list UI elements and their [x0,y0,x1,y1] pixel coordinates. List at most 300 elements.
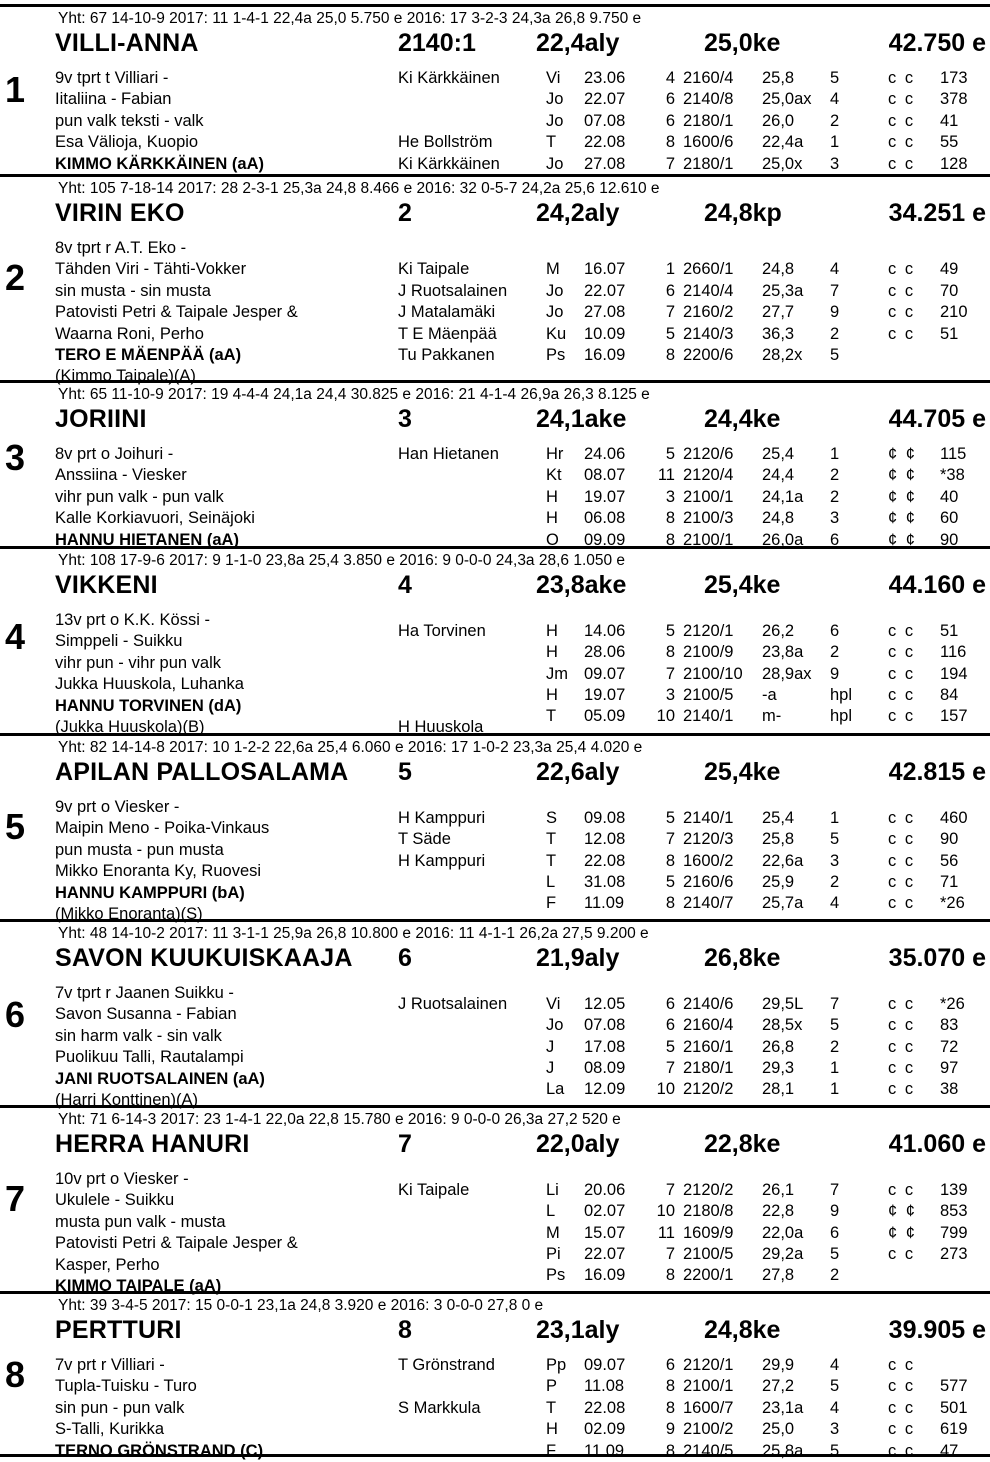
driver-name: J Matalamäki [398,303,496,322]
start-track: P [546,1377,558,1396]
horse-name: SAVON KUUKUISKAAJA [55,944,353,972]
start-track: H [546,643,558,662]
start-time: 26,2 [762,621,795,640]
start-odds: 501 [940,1398,968,1417]
horse-info-line: HANNU KAMPPURI (bA) [55,883,245,902]
start-track: Kt [546,466,562,485]
start-distance: 2120/1 [683,1356,734,1374]
start-date: 12.08 [584,830,626,849]
start-track: H [546,621,558,640]
start-race-number: 8 [665,133,675,152]
best-time: 22,8ke [704,1130,781,1158]
start-shoes: c c [888,154,916,173]
start-shoes: c c [888,894,916,913]
start-track: Hr [546,445,564,463]
start-distance: 2120/1 [683,621,734,640]
start-placing: 7 [830,281,840,300]
horse-entry [0,380,990,549]
start-odds: 194 [940,664,968,683]
start-odds: 41 [940,111,959,130]
start-shoes: c c [888,1058,916,1077]
start-time: 25,3a [762,281,804,300]
start-placing: 2 [830,111,840,130]
start-shoes: c c [888,1244,916,1263]
start-time: 23,8a [762,643,804,662]
horse-info-line: Jukka Huuskola, Luhanka [55,675,244,694]
start-shoes: ¢ ¢ [888,509,917,528]
horse-info-line: Mikko Enoranta Ky, Ruovesi [55,862,262,881]
horse-info-line: HANNU TORVINEN (dA) [55,696,242,715]
start-distance: 2180/1 [683,154,734,173]
start-placing: 4 [830,260,840,279]
start-placing: 2 [830,324,840,343]
start-date: 09.09 [584,530,626,549]
start-distance: 2160/4 [683,1016,734,1035]
start-time: 25,0 [762,1420,795,1439]
horse-info-line: JANI RUOTSALAINEN (aA) [55,1069,265,1088]
start-race-number: 8 [665,530,675,549]
start-distance: 1600/6 [683,133,734,152]
total-earnings: 42.815 e [888,758,986,786]
start-race-number: 6 [665,1016,675,1035]
start-date: 22.08 [584,133,626,152]
start-time: 29,3 [762,1058,795,1077]
start-shoes: ¢ ¢ [888,530,917,549]
horse-info-line: Kasper, Perho [55,1255,160,1274]
horse-info-line: Simppeli - Suikku [55,632,183,651]
record-time: 22,6aly [536,758,620,786]
horse-info-line: HANNU HIETANEN (aA) [55,530,239,549]
horse-entry [0,1291,990,1460]
start-track-number: 2140:1 [398,29,476,57]
start-date: 31.08 [584,872,626,891]
start-race-number: 8 [665,643,675,662]
start-distance: 2140/8 [683,90,734,109]
start-date: 11.09 [584,1441,625,1460]
start-race-number: 7 [665,1180,675,1199]
horse-info-line: KIMMO TAIPALE (aA) [55,1277,222,1295]
start-date: 11.09 [584,894,625,913]
start-track: Jm [546,664,568,683]
driver-name: Ki Taipale [398,260,470,279]
start-date: 19.07 [584,685,626,704]
start-shoes: c c [888,260,916,279]
record-time: 22,4aly [536,29,620,57]
start-time: 25,4 [762,808,795,827]
start-time: 25,9 [762,872,795,891]
start-shoes: c c [888,621,916,640]
start-shoes: ¢ ¢ [888,1202,917,1221]
start-placing: 6 [830,621,840,640]
start-track: S [546,808,558,827]
start-odds: 273 [940,1244,968,1263]
start-track: H [546,509,558,528]
start-shoes: c c [888,324,916,343]
start-date: 09.08 [584,808,626,827]
start-time: 29,2a [762,1244,804,1263]
horse-info-line: Waarna Roni, Perho [55,324,204,343]
horse-entry [0,174,990,386]
start-number: 1 [5,69,26,110]
start-placing: 2 [830,466,840,485]
start-odds: 577 [940,1377,968,1396]
start-placing: 2 [830,1266,840,1285]
start-shoes: c c [888,685,916,704]
start-time: 24,4 [762,466,795,485]
horse-info-line: sin musta - sin musta [55,281,211,300]
start-shoes: ¢ ¢ [888,466,917,485]
start-placing: 3 [830,509,840,528]
horse-info-line: 10v prt o Viesker - [55,1170,189,1188]
start-distance: 2120/6 [683,445,734,463]
start-shoes: ¢ ¢ [888,487,917,506]
start-time: 25,0x [762,154,803,173]
horse-name: VIKKENI [55,571,158,599]
start-track: Vi [546,69,561,87]
start-time: 28,9ax [762,664,812,683]
start-track: M [546,260,560,279]
start-shoes: c c [888,90,916,109]
start-distance: 2200/6 [683,346,734,364]
best-time: 25,4ke [704,571,781,599]
start-date: 02.07 [584,1202,626,1221]
start-track: Jo [546,281,564,300]
start-placing: 4 [830,894,840,913]
horse-entry [0,1105,990,1295]
start-odds: 90 [940,830,959,849]
start-placing: 4 [830,1356,840,1374]
horse-info-line: 7v prt r Villiari - [55,1356,165,1374]
start-race-number: 8 [665,1266,675,1285]
start-distance: 2200/1 [683,1266,734,1285]
start-date: 27.08 [584,154,626,173]
start-track: La [546,1080,565,1099]
record-time: 22,0aly [536,1130,620,1158]
start-race-number: 4 [665,69,675,87]
career-stats: Yht: 39 3-4-5 2017: 15 0-0-1 23,1a 24,8 3.920 e 2016: 3 0-0-0 27,8 0 e [58,1297,544,1314]
start-shoes: c c [888,830,916,849]
start-track-number: 4 [398,571,412,599]
driver-name: Ki Taipale [398,1180,470,1199]
start-placing: 2 [830,487,840,506]
horse-info-line: 8v prt o Joihuri - [55,445,174,463]
horse-info-line: vihr pun - vihr pun valk [55,653,221,672]
start-date: 22.07 [584,90,626,109]
start-race-number: 8 [665,851,675,870]
start-race-number: 7 [665,664,675,683]
start-distance: 2120/2 [683,1080,734,1099]
start-date: 05.09 [584,707,626,726]
start-time: 29,5L [762,994,804,1013]
start-date: 12.05 [584,994,626,1013]
horse-info-line: (Harri Konttinen)(A) [55,1091,199,1109]
start-race-number: 8 [665,1377,675,1396]
start-track: Jo [546,154,564,173]
horse-info-line: TERNO GRÖNSTRAND (C) [55,1441,264,1460]
start-distance: 2100/2 [683,1420,734,1439]
start-odds: 115 [940,445,967,463]
start-date: 07.08 [584,111,626,130]
start-shoes: c c [888,994,916,1013]
start-date: 22.07 [584,1244,626,1263]
start-placing: 9 [830,664,840,683]
total-earnings: 44.160 e [888,571,986,599]
horse-info-line: (Jukka Huuskola)(B) [55,718,205,736]
start-track-number: 2 [398,199,412,227]
start-track: L [546,1202,556,1221]
start-placing: 1 [830,133,840,152]
start-placing: 9 [830,1202,840,1221]
driver-name: J Ruotsalainen [398,281,508,300]
start-time: 23,1a [762,1398,804,1417]
start-race-number: 10 [656,1202,675,1221]
horse-info-line: 7v tprt r Jaanen Suikku - [55,984,234,1002]
start-placing: 3 [830,1420,840,1439]
horse-entry [0,4,990,174]
start-track: M [546,1223,560,1242]
start-time: 26,0 [762,111,795,130]
start-time: 27,7 [762,303,795,322]
start-odds: 460 [940,808,968,827]
horse-info-line: Anssiina - Viesker [55,466,187,485]
start-distance: 2100/5 [683,685,734,704]
start-race-number: 1 [665,260,675,279]
start-track-number: 3 [398,405,412,433]
start-placing: 5 [830,1441,840,1460]
start-odds: 83 [940,1016,959,1035]
start-time: 36,3 [762,324,795,343]
start-race-number: 5 [665,445,675,463]
start-race-number: 7 [665,303,675,322]
start-race-number: 10 [656,707,675,726]
start-number: 4 [5,616,26,657]
start-shoes: c c [888,872,916,891]
start-distance: 2160/1 [683,1037,734,1056]
start-race-number: 6 [665,994,675,1013]
driver-name: H Huuskola [398,718,484,736]
start-shoes: c c [888,808,916,827]
start-shoes: c c [888,1080,916,1099]
start-race-number: 6 [665,1356,675,1374]
start-placing: 4 [830,1398,840,1417]
start-odds: 90 [940,530,959,549]
start-distance: 2140/3 [683,324,734,343]
horse-info-line: pun musta - pun musta [55,840,224,859]
horse-entry [0,546,990,736]
start-time: 25,0ax [762,90,812,109]
start-shoes: c c [888,1180,916,1199]
start-race-number: 6 [665,90,675,109]
start-time: 28,5x [762,1016,803,1035]
horse-info-line: (Kimmo Taipale)(A) [55,367,196,386]
start-track: H [546,1420,558,1439]
horse-name: JORIINI [55,405,147,433]
start-odds: 40 [940,487,959,506]
horse-entry [0,733,990,923]
start-track: Jo [546,303,564,322]
start-shoes: c c [888,1377,916,1396]
start-date: 08.07 [584,466,626,485]
horse-info-line: 9v prt o Viesker - [55,798,180,816]
record-time: 23,1aly [536,1316,620,1344]
start-number: 6 [5,994,26,1035]
start-shoes: c c [888,281,916,300]
start-date: 20.06 [584,1180,626,1199]
start-race-number: 3 [665,685,675,704]
start-track: Li [546,1180,559,1199]
start-distance: 2180/8 [683,1202,734,1221]
start-distance: 2100/1 [683,530,734,549]
start-distance: 2140/1 [683,808,734,827]
start-shoes: c c [888,851,916,870]
start-distance: 2100/9 [683,643,734,662]
start-placing: 5 [830,1377,840,1396]
start-odds: 157 [940,707,968,726]
start-distance: 2160/2 [683,303,734,322]
driver-name: Ha Torvinen [398,621,486,640]
start-distance: 2100/3 [683,509,734,528]
start-distance: 2100/5 [683,1244,734,1263]
driver-name: T E Mäenpää [398,324,497,343]
start-odds: 619 [940,1420,968,1439]
start-placing: 5 [830,1244,840,1263]
horse-info-line: musta pun valk - musta [55,1212,226,1231]
start-number: 7 [5,1178,26,1219]
driver-name: H Kamppuri [398,851,486,870]
horse-info-line: sin pun - pun valk [55,1398,185,1417]
horse-info-line: pun valk teksti - valk [55,111,204,130]
start-placing: 2 [830,643,840,662]
start-distance: 2180/1 [683,111,734,130]
start-date: 08.09 [584,1058,626,1077]
start-date: 09.07 [584,664,626,683]
total-earnings: 44.705 e [888,405,986,433]
career-stats: Yht: 48 14-10-2 2017: 11 3-1-1 25,9a 26,8 10.800 e 2016: 11 4-1-1 26,2a 27,5 9.200 e [58,925,649,942]
start-time: 25,8 [762,69,795,87]
total-earnings: 42.750 e [888,29,986,57]
start-race-number: 11 [657,466,675,485]
start-date: 16.09 [584,1266,626,1285]
start-shoes: c c [888,69,916,87]
start-odds: 116 [940,643,967,662]
start-date: 07.08 [584,1016,626,1035]
start-track-number: 8 [398,1316,412,1344]
start-race-number: 5 [665,621,675,640]
career-stats: Yht: 67 14-10-9 2017: 11 1-4-1 22,4a 25,0 5.750 e 2016: 17 3-2-3 24,3a 26,8 9.750 e [58,10,642,27]
start-date: 16.07 [584,260,626,279]
start-odds: 72 [940,1037,959,1056]
start-track-number: 5 [398,758,412,786]
start-placing: 9 [830,303,840,322]
start-shoes: c c [888,643,916,662]
start-track-number: 6 [398,944,412,972]
driver-name: Tu Pakkanen [398,346,495,364]
start-track: Jo [546,111,564,130]
start-date: 17.08 [584,1037,626,1056]
best-time: 25,4ke [704,758,781,786]
start-date: 16.09 [584,346,626,364]
horse-info-line: Patovisti Petri & Taipale Jesper & [55,1234,298,1253]
start-odds: *26 [940,994,965,1013]
driver-name: J Ruotsalainen [398,994,508,1013]
start-track: Ku [546,324,567,343]
start-placing: 1 [830,1058,840,1077]
start-race-number: 5 [665,324,675,343]
start-placing: 6 [830,1223,840,1242]
horse-info-line: KIMMO KÄRKKÄINEN (aA) [55,154,264,173]
start-race-number: 8 [665,1441,675,1460]
start-race-number: 7 [665,1058,675,1077]
start-placing: 7 [830,1180,840,1199]
start-race-number: 5 [665,808,675,827]
start-track: J [546,1037,555,1056]
start-race-number: 7 [665,830,675,849]
start-shoes: c c [888,1398,916,1417]
start-distance: 2120/4 [683,466,734,485]
start-race-number: 5 [665,1037,675,1056]
start-race-number: 9 [665,1420,675,1439]
start-race-number: 10 [656,1080,675,1099]
start-odds: 56 [940,851,959,870]
start-number: 5 [5,806,26,847]
total-earnings: 34.251 e [888,199,986,227]
horse-info-line: TERO E MÄENPÄÄ (aA) [55,346,242,364]
start-number: 3 [5,437,26,478]
horse-name: APILAN PALLOSALAMA [55,758,349,786]
start-time: 27,8 [762,1266,795,1285]
start-track: Jo [546,1016,564,1035]
start-odds: 51 [940,324,959,343]
start-time: 24,8 [762,509,795,528]
start-distance: 2100/1 [683,487,734,506]
start-odds: 799 [940,1223,968,1242]
start-race-number: 8 [665,509,675,528]
start-time: 28,2x [762,346,803,364]
start-track: T [546,133,557,152]
start-placing: 7 [830,994,840,1013]
start-track: O [546,530,559,549]
start-date: 02.09 [584,1420,626,1439]
horse-info-line: 9v tprt t Villiari - [55,69,169,87]
start-distance: 2100/10 [683,664,743,683]
start-shoes: c c [888,707,916,726]
start-date: 11.08 [584,1377,625,1396]
start-date: 15.07 [584,1223,626,1242]
horse-info-line: Tähden Viri - Tähti-Vokker [55,260,247,279]
start-shoes: c c [888,1037,916,1056]
start-track: Jo [546,90,564,109]
start-shoes: c c [888,133,916,152]
start-date: 23.06 [584,69,626,87]
start-time: 22,6a [762,851,804,870]
horse-info-line: Maipin Meno - Poika-Vinkaus [55,819,270,838]
start-odds: 38 [940,1080,959,1099]
start-odds: 49 [940,260,959,279]
record-time: 24,1ake [536,405,627,433]
start-date: 06.08 [584,509,626,528]
start-distance: 1600/2 [683,851,734,870]
horse-info-line: Ukulele - Suikku [55,1191,175,1210]
start-time: 26,8 [762,1037,795,1056]
driver-name: Ki Kärkkäinen [398,69,500,87]
start-time: 25,4 [762,445,795,463]
start-distance: 1600/7 [683,1398,734,1417]
start-time: 25,7a [762,894,804,913]
start-distance: 2100/1 [683,1377,734,1396]
record-time: 21,9aly [536,944,620,972]
start-date: 22.08 [584,1398,626,1417]
record-time: 23,8ake [536,571,627,599]
